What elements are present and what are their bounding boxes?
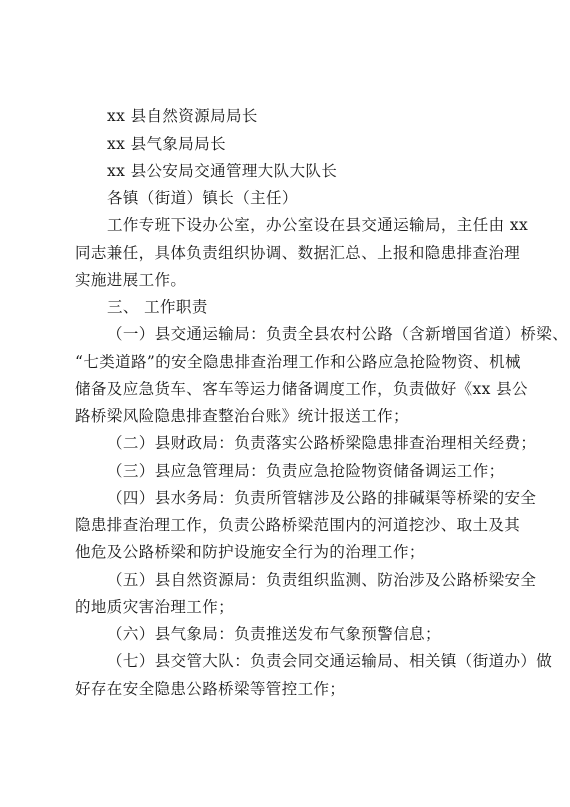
duty-transport-line: 储备及应急货车、客车等运力储备调度工作，负责做好《xx 县公 — [75, 380, 528, 398]
member-line-town-heads: 各镇（街道）镇长（主任） — [107, 189, 298, 207]
member-line-natural-resources: xx 县自然资源局局长 — [107, 107, 258, 125]
duty-traffic-police-line: 好存在安全隐患公路桥梁等管控工作； — [75, 680, 346, 698]
duty-water-line: 他危及公路桥梁和防护设施安全行为的治理工作； — [75, 543, 425, 561]
member-line-traffic-police: xx 县公安局交通管理大队大队长 — [107, 162, 338, 180]
duty-traffic-police-line: （七）县交管大队：负责会同交通运输局、相关镇（街道办）做 — [107, 652, 553, 670]
duty-natural-resources-line: 的地质灾害治理工作； — [75, 598, 235, 616]
member-line-meteorology: xx 县气象局局长 — [107, 135, 227, 153]
duty-water-line: （四）县水务局：负责所管辖涉及公路的排碱渠等桥梁的安全 — [107, 489, 537, 507]
section-heading: 三、 工作职责 — [107, 298, 208, 316]
duty-water-line: 隐患排查治理工作，负责公路桥梁范围内的河道挖沙、取土及其 — [75, 516, 521, 534]
duty-transport-line: （一）县交通运输局：负责全县农村公路（含新增国省道）桥梁、 — [107, 325, 569, 343]
duty-meteorology-line: （六）县气象局：负责推送发布气象预警信息； — [107, 625, 441, 643]
duty-transport-line: 路桥梁风险隐患排查整治台账》统计报送工作； — [75, 407, 409, 425]
duty-transport-line: “七类道路”的安全隐患排查治理工作和公路应急抢险物资、机械 — [75, 353, 521, 371]
duty-finance-line: （二）县财政局：负责落实公路桥梁隐患排查治理相关经费； — [107, 434, 537, 452]
duty-natural-resources-line: （五）县自然资源局：负责组织监测、防治涉及公路桥梁安全 — [107, 571, 537, 589]
office-paragraph-line: 工作专班下设办公室，办公室设在县交通运输局，主任由 xx — [107, 216, 529, 234]
office-paragraph-line: 同志兼任，具体负责组织协调、数据汇总、上报和隐患排查治理 — [75, 244, 521, 262]
duty-emergency-line: （三）县应急管理局：负责应急抢险物资储备调运工作； — [107, 462, 505, 480]
office-paragraph-line: 实施进展工作。 — [75, 271, 187, 289]
